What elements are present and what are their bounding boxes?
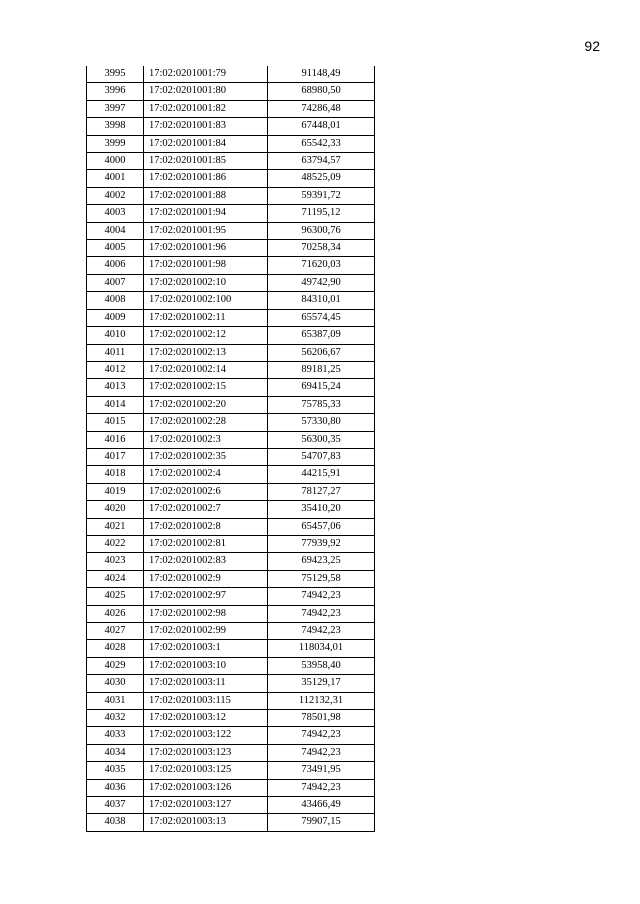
table-row — [87, 344, 375, 361]
value-cell: 79907,15 — [268, 814, 375, 831]
value-cell: 74286,48 — [268, 100, 375, 117]
value-cell: 35129,17 — [268, 675, 375, 692]
table-row — [87, 118, 375, 135]
row-number-cell: 4005 — [87, 240, 144, 257]
table-row — [87, 570, 375, 587]
table-row — [87, 762, 375, 779]
row-number-cell: 4007 — [87, 274, 144, 291]
table-row — [87, 414, 375, 431]
row-number-cell: 4031 — [87, 692, 144, 709]
row-number-cell: 3999 — [87, 135, 144, 152]
row-number-cell: 3995 — [87, 66, 144, 83]
table-row — [87, 66, 375, 83]
cadastral-number-cell: 17:02:0201002:83 — [144, 553, 268, 570]
cadastral-number-cell: 17:02:0201003:1 — [144, 640, 268, 657]
row-number-cell: 4036 — [87, 779, 144, 796]
row-number-cell: 4002 — [87, 187, 144, 204]
value-cell: 65574,45 — [268, 309, 375, 326]
table-row — [87, 605, 375, 622]
row-number-cell: 3997 — [87, 100, 144, 117]
row-number-cell: 3996 — [87, 83, 144, 100]
page-number: 92 — [584, 38, 600, 54]
value-cell: 84310,01 — [268, 292, 375, 309]
row-number-cell: 4029 — [87, 657, 144, 674]
cadastral-table-wrapper — [86, 66, 375, 832]
table-row — [87, 518, 375, 535]
value-cell: 44215,91 — [268, 466, 375, 483]
table-row — [87, 83, 375, 100]
value-cell: 59391,72 — [268, 187, 375, 204]
value-cell: 35410,20 — [268, 501, 375, 518]
row-number-cell: 4012 — [87, 361, 144, 378]
cadastral-number-cell: 17:02:0201002:99 — [144, 623, 268, 640]
cadastral-number-cell: 17:02:0201001:86 — [144, 170, 268, 187]
value-cell: 78501,98 — [268, 710, 375, 727]
value-cell: 70258,34 — [268, 240, 375, 257]
value-cell: 74942,23 — [268, 744, 375, 761]
row-number-cell: 4016 — [87, 431, 144, 448]
cadastral-number-cell: 17:02:0201002:7 — [144, 501, 268, 518]
row-number-cell: 4022 — [87, 535, 144, 552]
table-row — [87, 692, 375, 709]
table-row — [87, 448, 375, 465]
row-number-cell: 4030 — [87, 675, 144, 692]
row-number-cell: 4017 — [87, 448, 144, 465]
value-cell: 74942,23 — [268, 605, 375, 622]
cadastral-number-cell: 17:02:0201002:6 — [144, 483, 268, 500]
table-row — [87, 431, 375, 448]
table-row — [87, 361, 375, 378]
row-number-cell: 4035 — [87, 762, 144, 779]
table-row — [87, 640, 375, 657]
value-cell: 73491,95 — [268, 762, 375, 779]
value-cell: 74942,23 — [268, 588, 375, 605]
cadastral-number-cell: 17:02:0201002:14 — [144, 361, 268, 378]
cadastral-number-cell: 17:02:0201002:98 — [144, 605, 268, 622]
table-row — [87, 710, 375, 727]
cadastral-number-cell: 17:02:0201001:80 — [144, 83, 268, 100]
cadastral-number-cell: 17:02:0201003:126 — [144, 779, 268, 796]
table-row — [87, 814, 375, 831]
value-cell: 74942,23 — [268, 727, 375, 744]
value-cell: 71195,12 — [268, 205, 375, 222]
row-number-cell: 4019 — [87, 483, 144, 500]
row-number-cell: 4028 — [87, 640, 144, 657]
value-cell: 69423,25 — [268, 553, 375, 570]
value-cell: 65387,09 — [268, 327, 375, 344]
cadastral-number-cell: 17:02:0201002:97 — [144, 588, 268, 605]
value-cell: 71620,03 — [268, 257, 375, 274]
table-row — [87, 744, 375, 761]
cadastral-number-cell: 17:02:0201002:4 — [144, 466, 268, 483]
value-cell: 43466,49 — [268, 797, 375, 814]
row-number-cell: 4026 — [87, 605, 144, 622]
value-cell: 118034,01 — [268, 640, 375, 657]
row-number-cell: 4009 — [87, 309, 144, 326]
cadastral-number-cell: 17:02:0201003:122 — [144, 727, 268, 744]
value-cell: 53958,40 — [268, 657, 375, 674]
row-number-cell: 4023 — [87, 553, 144, 570]
table-row — [87, 135, 375, 152]
table-row — [87, 535, 375, 552]
table-row — [87, 675, 375, 692]
cadastral-number-cell: 17:02:0201003:115 — [144, 692, 268, 709]
row-number-cell: 4010 — [87, 327, 144, 344]
row-number-cell: 4027 — [87, 623, 144, 640]
value-cell: 89181,25 — [268, 361, 375, 378]
table-row — [87, 309, 375, 326]
cadastral-number-cell: 17:02:0201003:123 — [144, 744, 268, 761]
row-number-cell: 4008 — [87, 292, 144, 309]
row-number-cell: 4037 — [87, 797, 144, 814]
row-number-cell: 3998 — [87, 118, 144, 135]
cadastral-number-cell: 17:02:0201001:85 — [144, 153, 268, 170]
row-number-cell: 4020 — [87, 501, 144, 518]
table-row — [87, 170, 375, 187]
cadastral-number-cell: 17:02:0201001:79 — [144, 66, 268, 83]
row-number-cell: 4021 — [87, 518, 144, 535]
value-cell: 57330,80 — [268, 414, 375, 431]
row-number-cell: 4025 — [87, 588, 144, 605]
table-row — [87, 187, 375, 204]
cadastral-number-cell: 17:02:0201002:35 — [144, 448, 268, 465]
table-row — [87, 588, 375, 605]
cadastral-number-cell: 17:02:0201002:8 — [144, 518, 268, 535]
value-cell: 63794,57 — [268, 153, 375, 170]
table-row — [87, 240, 375, 257]
row-number-cell: 4032 — [87, 710, 144, 727]
cadastral-number-cell: 17:02:0201002:3 — [144, 431, 268, 448]
cadastral-number-cell: 17:02:0201001:96 — [144, 240, 268, 257]
cadastral-number-cell: 17:02:0201003:13 — [144, 814, 268, 831]
cadastral-number-cell: 17:02:0201001:94 — [144, 205, 268, 222]
cadastral-number-cell: 17:02:0201002:15 — [144, 379, 268, 396]
table-row — [87, 292, 375, 309]
row-number-cell: 4038 — [87, 814, 144, 831]
cadastral-table — [86, 66, 375, 832]
table-row — [87, 483, 375, 500]
table-row — [87, 501, 375, 518]
cadastral-number-cell: 17:02:0201002:11 — [144, 309, 268, 326]
row-number-cell: 4018 — [87, 466, 144, 483]
table-row — [87, 779, 375, 796]
table-body — [87, 66, 375, 831]
cadastral-number-cell: 17:02:0201002:20 — [144, 396, 268, 413]
cadastral-number-cell: 17:02:0201001:82 — [144, 100, 268, 117]
table-row — [87, 274, 375, 291]
cadastral-number-cell: 17:02:0201001:98 — [144, 257, 268, 274]
value-cell: 65457,06 — [268, 518, 375, 535]
value-cell: 74942,23 — [268, 623, 375, 640]
value-cell: 65542,33 — [268, 135, 375, 152]
table-row — [87, 222, 375, 239]
table-row — [87, 553, 375, 570]
row-number-cell: 4004 — [87, 222, 144, 239]
cadastral-number-cell: 17:02:0201003:11 — [144, 675, 268, 692]
value-cell: 75129,58 — [268, 570, 375, 587]
value-cell: 56300,35 — [268, 431, 375, 448]
value-cell: 91148,49 — [268, 66, 375, 83]
row-number-cell: 4006 — [87, 257, 144, 274]
cadastral-number-cell: 17:02:0201003:125 — [144, 762, 268, 779]
cadastral-number-cell: 17:02:0201001:84 — [144, 135, 268, 152]
table-row — [87, 153, 375, 170]
cadastral-number-cell: 17:02:0201001:95 — [144, 222, 268, 239]
cadastral-number-cell: 17:02:0201002:12 — [144, 327, 268, 344]
cadastral-number-cell: 17:02:0201002:10 — [144, 274, 268, 291]
value-cell: 78127,27 — [268, 483, 375, 500]
cadastral-number-cell: 17:02:0201002:9 — [144, 570, 268, 587]
value-cell: 49742,90 — [268, 274, 375, 291]
row-number-cell: 4033 — [87, 727, 144, 744]
value-cell: 56206,67 — [268, 344, 375, 361]
value-cell: 69415,24 — [268, 379, 375, 396]
row-number-cell: 4000 — [87, 153, 144, 170]
table-row — [87, 797, 375, 814]
table-row — [87, 623, 375, 640]
value-cell: 96300,76 — [268, 222, 375, 239]
cadastral-number-cell: 17:02:0201002:100 — [144, 292, 268, 309]
cadastral-number-cell: 17:02:0201001:83 — [144, 118, 268, 135]
value-cell: 67448,01 — [268, 118, 375, 135]
row-number-cell: 4014 — [87, 396, 144, 413]
value-cell: 74942,23 — [268, 779, 375, 796]
value-cell: 48525,09 — [268, 170, 375, 187]
cadastral-number-cell: 17:02:0201003:10 — [144, 657, 268, 674]
row-number-cell: 4001 — [87, 170, 144, 187]
table-row — [87, 396, 375, 413]
row-number-cell: 4034 — [87, 744, 144, 761]
table-row — [87, 327, 375, 344]
value-cell: 75785,33 — [268, 396, 375, 413]
table-row — [87, 257, 375, 274]
value-cell: 54707,83 — [268, 448, 375, 465]
value-cell: 77939,92 — [268, 535, 375, 552]
cadastral-number-cell: 17:02:0201002:81 — [144, 535, 268, 552]
table-row — [87, 205, 375, 222]
value-cell: 112132,31 — [268, 692, 375, 709]
row-number-cell: 4003 — [87, 205, 144, 222]
cadastral-number-cell: 17:02:0201002:28 — [144, 414, 268, 431]
cadastral-number-cell: 17:02:0201002:13 — [144, 344, 268, 361]
row-number-cell: 4013 — [87, 379, 144, 396]
cadastral-number-cell: 17:02:0201003:127 — [144, 797, 268, 814]
table-row — [87, 100, 375, 117]
table-row — [87, 379, 375, 396]
row-number-cell: 4011 — [87, 344, 144, 361]
cadastral-number-cell: 17:02:0201003:12 — [144, 710, 268, 727]
value-cell: 68980,50 — [268, 83, 375, 100]
row-number-cell: 4024 — [87, 570, 144, 587]
table-row — [87, 466, 375, 483]
row-number-cell: 4015 — [87, 414, 144, 431]
table-row — [87, 727, 375, 744]
table-row — [87, 657, 375, 674]
cadastral-number-cell: 17:02:0201001:88 — [144, 187, 268, 204]
